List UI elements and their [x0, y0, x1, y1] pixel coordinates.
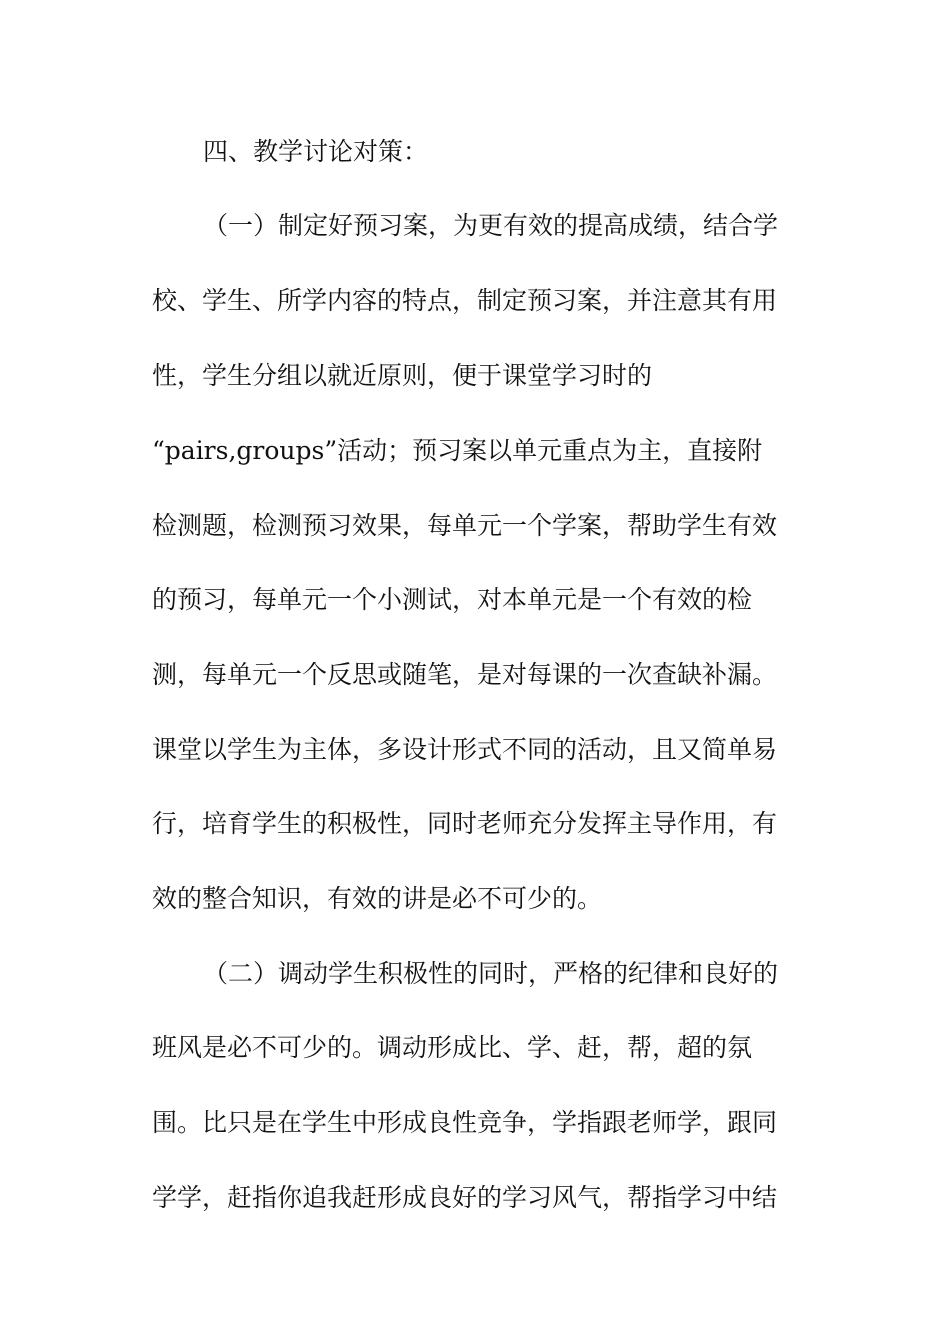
paragraph-2-line-2: 班风是必不可少的。调动形成比、学、赶，帮，超的氛 [152, 1033, 753, 1062]
paragraph-2-line-1: （二）调动学生积极性的同时，严格的纪律和良好的 [203, 959, 779, 988]
paragraph-1-line-4: “pairs,groups”活动；预习案以单元重点为主，直接附 [152, 436, 763, 465]
paragraph-1-line-3: 性，学生分组以就近原则，便于课堂学习时的 [152, 361, 653, 390]
paragraph-2-line-4: 学学，赶指你追我赶形成良好的学习风气，帮指学习中结 [152, 1183, 778, 1212]
paragraph-2-line-3: 围。比只是在学生中形成良性竞争，学指跟老师学，跟同 [152, 1108, 778, 1137]
paragraph-1-line-7: 测，每单元一个反思或随笔，是对每课的一次查缺补漏。 [152, 660, 778, 689]
paragraph-1-line-5: 检测题，检测预习效果，每单元一个学案，帮助学生有效 [152, 511, 778, 540]
section-heading: 四、教学讨论对策： [203, 137, 429, 166]
paragraph-1-line-9: 行，培育学生的积极性，同时老师充分发挥主导作用，有 [152, 809, 778, 838]
paragraph-1-line-10: 效的整合知识，有效的讲是必不可少的。 [152, 884, 603, 913]
paragraph-1-line-2: 校、学生、所学内容的特点，制定预习案，并注意其有用 [152, 286, 778, 315]
paragraph-1-line-1: （一）制定好预习案，为更有效的提高成绩，结合学 [203, 211, 779, 240]
paragraph-1-line-8: 课堂以学生为主体，多设计形式不同的活动，且又简单易 [152, 735, 778, 764]
paragraph-1-line-6: 的预习，每单元一个小测试，对本单元是一个有效的检 [152, 585, 753, 614]
